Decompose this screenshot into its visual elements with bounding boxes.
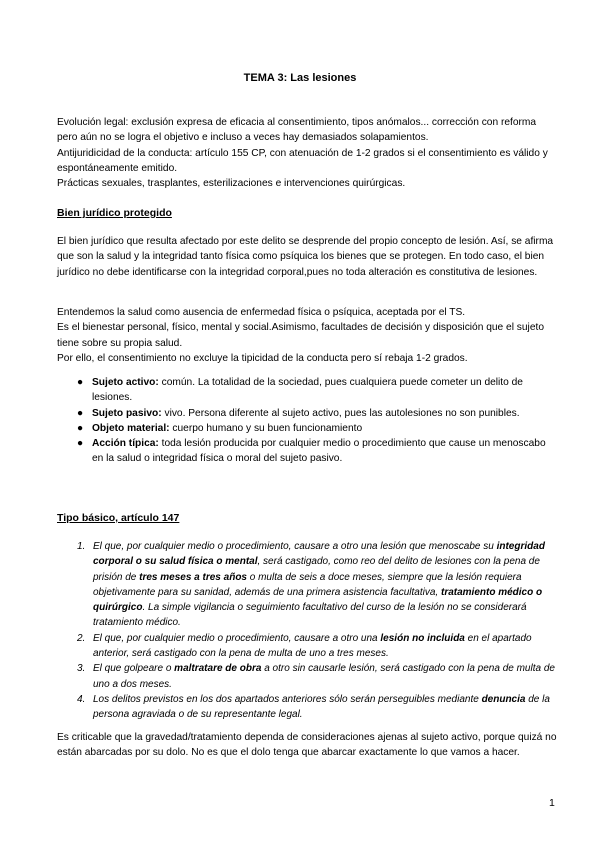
intro-paragraph-2: Antijuridicidad de la conducta: artículo 155 CP, con atenuación de 1-2 grados si el consentimiento es válido y espontáneamente emitido.	[57, 147, 548, 174]
intro-paragraph-3: Prácticas sexuales, trasplantes, esterilizaciones e intervenciones quirúrgicas.	[57, 178, 406, 190]
salud-paragraph-3: Por ello, el consentimiento no excluye la tipicidad de la conducta pero sí rebaja 1-2 grados.	[57, 352, 468, 364]
list-item: ● Sujeto pasivo: vivo. Persona diferente al sujeto activo, pues las autolesiones no son punibles.	[77, 407, 520, 419]
salud-block	[57, 305, 557, 366]
salud-paragraph-2: Es el bienestar personal, físico, mental y social.Asimismo, facultades de decisión y disposición que el sujeto tiene sobre su propia salud.	[57, 322, 544, 349]
list-item: 2. El que, por cualquier medio o procedimiento, causare a otro una lesión no incluida en el apartado anterior, será castigado con la pena de multa de uno a tres meses.	[77, 632, 532, 660]
bien-juridico-paragraph: El bien jurídico que resulta afectado por este delito se desprende del propio concepto de lesión. Así, se afirma que son la salud y la integridad tanto física como psíquica los bienes que se protegen. En todo caso, el bien jurídico no debe identificarse con la integridad corporal,pues no toda alteración es constitutiva de lesiones.	[57, 236, 554, 278]
salud-paragraph-1: Entendemos la salud como ausencia de enfermedad física o psíquica, aceptada por el TS.	[57, 307, 466, 318]
list-item: 1. El que, por cualquier medio o procedimiento, causare a otro una lesión que menoscabe su integridad corporal o su salud física o mental, será castigado, como reo del delito de lesiones con la pena de prisión de tres meses a tres años o multa de seis a doce meses, siempre que la lesión requiera objetivamente para su sanidad, además de una primera asistencia facultativa, tratamiento médico o quirúrgico. La simple vigilancia o seguimiento facultativo del curso de la lesión no se considerará tratamiento médico.	[77, 541, 545, 629]
closing-paragraph: Es criticable que la gravedad/tratamiento dependa de consideraciones ajenas al sujeto activo, porque quizá no están abarcadas por su dolo. No es que el dolo tenga que abarcar exactamente lo que vamos a hacer.	[57, 732, 557, 759]
intro-block	[57, 115, 557, 191]
page-title: TEMA 3: Las lesiones	[243, 72, 357, 84]
list-item: ● Objeto material: cuerpo humano y su buen funcionamiento	[77, 422, 363, 434]
page-number: 1	[549, 797, 555, 809]
list-item: 4. Los delitos previstos en los dos apartados anteriores sólo serán perseguibles mediante denuncia de la persona agraviada o de su representante legal.	[77, 693, 550, 721]
list-item: ● Acción típica: toda lesión producida por cualquier medio o procedimiento que cause un menoscabo en la salud o integridad física o moral del sujeto pasivo.	[77, 438, 546, 465]
intro-paragraph-1: Evolución legal: exclusión expresa de eficacia al consentimiento, tipos anómalos... corrección con reforma pero aún no se logra el objetivo e incluso a veces hay demasiados solapamientos.	[57, 117, 537, 144]
article-147-list	[57, 539, 557, 723]
section-heading-bien-juridico: Bien jurídico protegido	[57, 207, 172, 219]
list-item: 3. El que golpeare o maltratare de obra a otro sin causarle lesión, será castigado con la pena de multa de uno a dos meses.	[77, 663, 555, 690]
section-heading-tipo-basico: Tipo básico, artículo 147	[57, 512, 180, 524]
list-item: ● Sujeto activo: común. La totalidad de la sociedad, pues cualquiera puede cometer un delito de lesiones.	[77, 377, 523, 404]
elements-list	[57, 375, 557, 467]
